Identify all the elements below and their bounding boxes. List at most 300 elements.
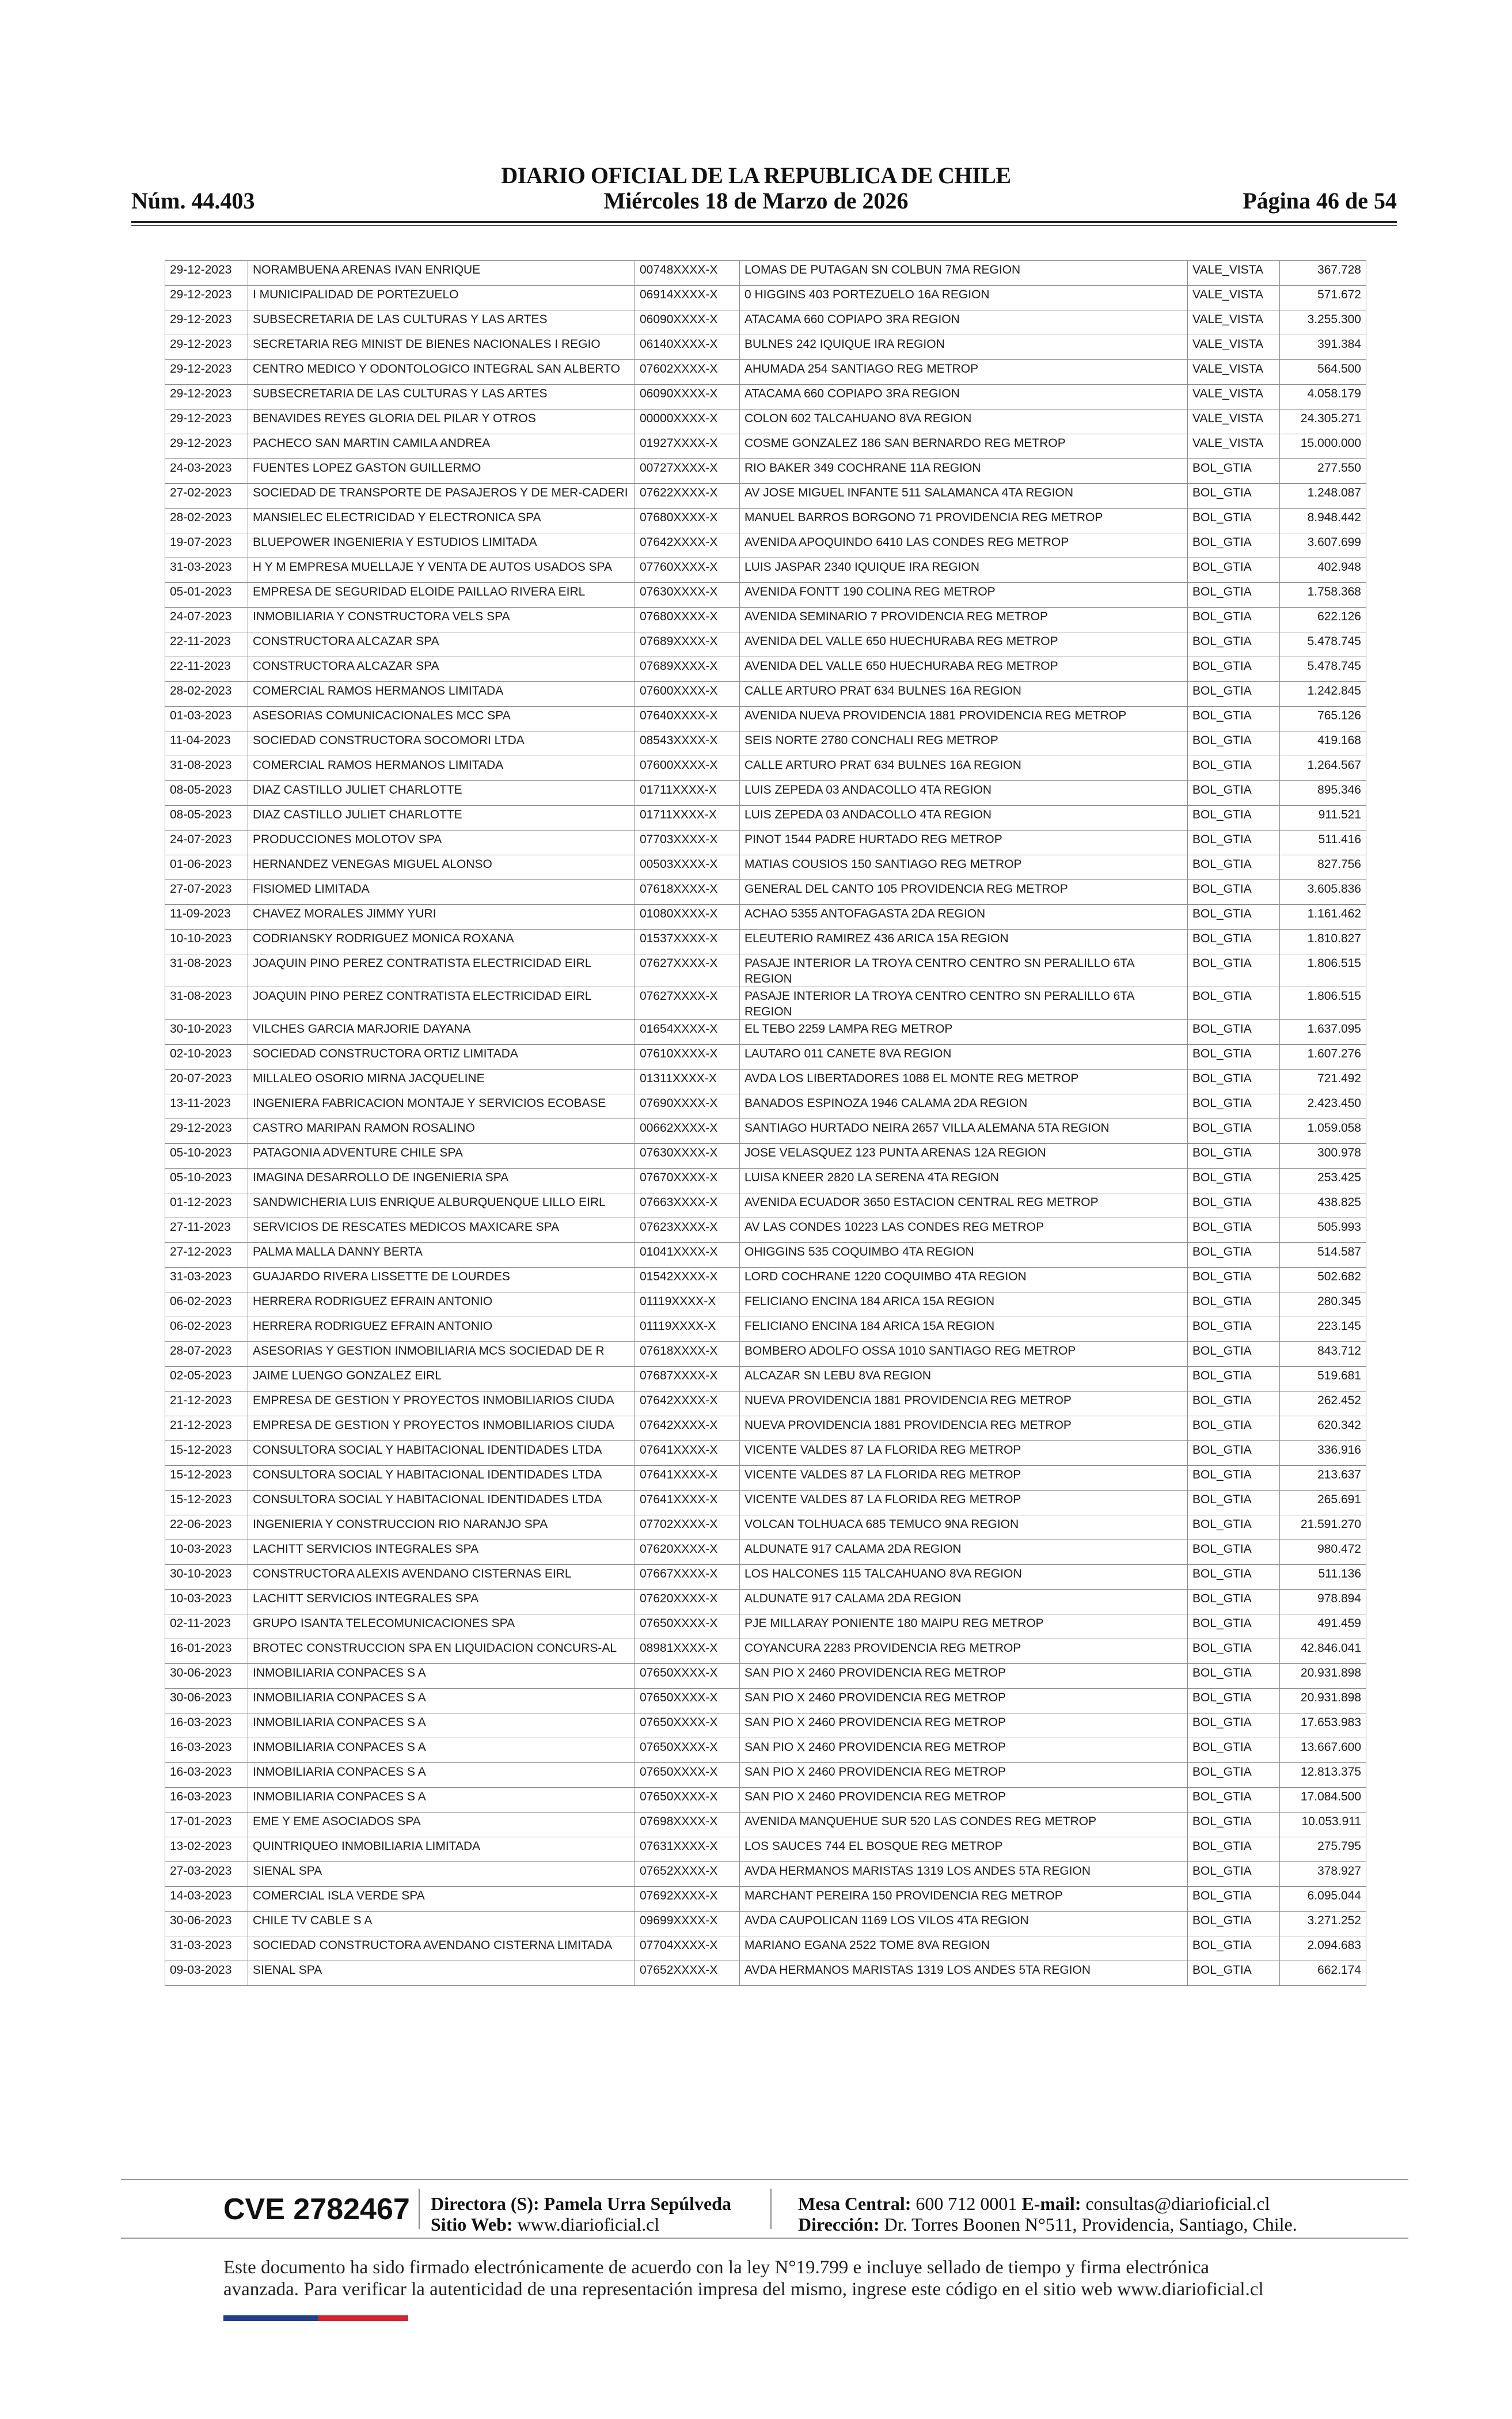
footer-contact-left [431,2193,731,2235]
date-cell: 01-06-2023 [165,855,248,880]
address-cell: SAN PIO X 2460 PROVIDENCIA REG METROP [740,1713,1188,1738]
address-cell: CALLE ARTURO PRAT 634 BULNES 16A REGION [740,682,1188,707]
address-cell: AVENIDA FONTT 190 COLINA REG METROP [740,583,1188,608]
phone-value: 600 712 0001 [915,2193,1017,2214]
flag-stripe-red [318,2315,408,2321]
type-cell: BOL_GTIA [1188,1292,1280,1317]
date-cell: 10-03-2023 [165,1540,248,1565]
address-cell: SAN PIO X 2460 PROVIDENCIA REG METROP [740,1738,1188,1763]
date-cell: 22-06-2023 [165,1515,248,1540]
name-cell: H Y M EMPRESA MUELLAJE Y VENTA DE AUTOS USADOS SPA [248,558,635,583]
name-cell: INGENIERIA Y CONSTRUCCION RIO NARANJO SPA [248,1515,635,1540]
name-cell: SOCIEDAD CONSTRUCTORA SOCOMORI LTDA [248,731,635,756]
type-cell: BOL_GTIA [1188,1243,1280,1268]
type-cell: BOL_GTIA [1188,1614,1280,1639]
rut-cell: 00727XXXX-X [635,459,740,484]
name-cell: QUINTRIQUEO INMOBILIARIA LIMITADA [248,1837,635,1862]
legal-notice-line: Este documento ha sido firmado electrónicamente de acuerdo con la ley N°19.799 e incluye sellado de tiempo y firma electrónica [223,2257,1210,2278]
amount-cell: 20.931.898 [1280,1664,1366,1689]
table-row [165,1565,1366,1590]
type-cell: BOL_GTIA [1188,930,1280,954]
amount-cell: 378.927 [1280,1862,1366,1887]
amount-cell: 4.058.179 [1280,385,1366,410]
table-row [165,583,1366,608]
rut-cell: 07680XXXX-X [635,608,740,632]
type-cell: BOL_GTIA [1188,1664,1280,1689]
type-cell: BOL_GTIA [1188,1763,1280,1788]
address-cell: LOS HALCONES 115 TALCAHUANO 8VA REGION [740,1565,1188,1590]
table-row [165,1614,1366,1639]
table-row [165,1144,1366,1169]
rut-cell: 06914XXXX-X [635,286,740,310]
rut-cell: 07687XXXX-X [635,1367,740,1392]
rut-cell: 07618XXXX-X [635,1342,740,1367]
type-cell: BOL_GTIA [1188,583,1280,608]
type-cell: BOL_GTIA [1188,1218,1280,1243]
address-cell: PASAJE INTERIOR LA TROYA CENTRO CENTRO SN PERALILLO 6TA REGION [740,987,1188,1020]
date-cell: 02-11-2023 [165,1614,248,1639]
address-cell: SAN PIO X 2460 PROVIDENCIA REG METROP [740,1689,1188,1713]
address-cell: SAN PIO X 2460 PROVIDENCIA REG METROP [740,1788,1188,1813]
rut-cell: 07602XXXX-X [635,360,740,385]
type-cell: BOL_GTIA [1188,905,1280,930]
date-cell: 30-10-2023 [165,1020,248,1045]
table-row [165,1862,1366,1887]
amount-cell: 505.993 [1280,1218,1366,1243]
name-cell: INMOBILIARIA CONPACES S A [248,1763,635,1788]
address-cell: SAN PIO X 2460 PROVIDENCIA REG METROP [740,1763,1188,1788]
date-cell: 20-07-2023 [165,1070,248,1094]
type-cell: BOL_GTIA [1188,1268,1280,1292]
amount-cell: 24.305.271 [1280,410,1366,434]
name-cell: CONSTRUCTORA ALCAZAR SPA [248,632,635,657]
name-cell: SANDWICHERIA LUIS ENRIQUE ALBURQUENQUE LILLO EIRL [248,1193,635,1218]
amount-cell: 277.550 [1280,459,1366,484]
address-cell: AVENIDA SEMINARIO 7 PROVIDENCIA REG METROP [740,608,1188,632]
address-cell: JOSE VELASQUEZ 123 PUNTA ARENAS 12A REGION [740,1144,1188,1169]
address-cell: AVDA HERMANOS MARISTAS 1319 LOS ANDES 5TA REGION [740,1862,1188,1887]
date-cell: 31-08-2023 [165,987,248,1020]
name-cell: EME Y EME ASOCIADOS SPA [248,1813,635,1837]
amount-cell: 15.000.000 [1280,434,1366,459]
email-link[interactable]: consultas@diarioficial.cl [1085,2193,1270,2214]
name-cell: EMPRESA DE SEGURIDAD ELOIDE PAILLAO RIVERA EIRL [248,583,635,608]
date-cell: 27-11-2023 [165,1218,248,1243]
amount-cell: 265.691 [1280,1491,1366,1515]
rut-cell: 07690XXXX-X [635,1094,740,1119]
table-row [165,1491,1366,1515]
table-row [165,1590,1366,1614]
amount-cell: 1.059.058 [1280,1119,1366,1144]
amount-cell: 1.264.567 [1280,756,1366,781]
rut-cell: 07641XXXX-X [635,1441,740,1466]
date-cell: 15-12-2023 [165,1466,248,1491]
type-cell: BOL_GTIA [1188,707,1280,731]
rut-cell: 07600XXXX-X [635,756,740,781]
date-cell: 21-12-2023 [165,1392,248,1416]
address-cell: AHUMADA 254 SANTIAGO REG METROP [740,360,1188,385]
amount-cell: 391.384 [1280,335,1366,360]
rut-cell: 07760XXXX-X [635,558,740,583]
rut-cell: 07641XXXX-X [635,1466,740,1491]
address-cell: 0 HIGGINS 403 PORTEZUELO 16A REGION [740,286,1188,310]
rut-cell: 07610XXXX-X [635,1045,740,1070]
name-cell: CONSTRUCTORA ALEXIS AVENDANO CISTERNAS EIRL [248,1565,635,1590]
amount-cell: 253.425 [1280,1169,1366,1193]
type-cell: BOL_GTIA [1188,1540,1280,1565]
name-cell: ASESORIAS COMUNICACIONALES MCC SPA [248,707,635,731]
address-value: Dr. Torres Boonen N°511, Providencia, Santiago, Chile. [884,2214,1297,2235]
type-cell: BOL_GTIA [1188,1070,1280,1094]
type-cell: BOL_GTIA [1188,1689,1280,1713]
table-row [165,1837,1366,1862]
rut-cell: 07650XXXX-X [635,1614,740,1639]
type-cell: BOL_GTIA [1188,1020,1280,1045]
address-cell: PINOT 1544 PADRE HURTADO REG METROP [740,831,1188,855]
name-cell: FISIOMED LIMITADA [248,880,635,905]
name-cell: ASESORIAS Y GESTION INMOBILIARIA MCS SOCIEDAD DE R [248,1342,635,1367]
amount-cell: 2.423.450 [1280,1094,1366,1119]
date-cell: 05-01-2023 [165,583,248,608]
rut-cell: 07650XXXX-X [635,1763,740,1788]
date-cell: 31-03-2023 [165,558,248,583]
table-row [165,484,1366,509]
rut-cell: 07622XXXX-X [635,484,740,509]
header-rule-thin [131,225,1397,226]
rut-cell: 07689XXXX-X [635,657,740,682]
type-cell: VALE_VISTA [1188,310,1280,335]
name-cell: BENAVIDES REYES GLORIA DEL PILAR Y OTROS [248,410,635,434]
address-cell: PASAJE INTERIOR LA TROYA CENTRO CENTRO SN PERALILLO 6TA REGION [740,954,1188,987]
date-cell: 16-01-2023 [165,1639,248,1664]
table-row [165,1045,1366,1070]
table-row [165,434,1366,459]
type-cell: BOL_GTIA [1188,657,1280,682]
rut-cell: 07630XXXX-X [635,583,740,608]
type-cell: VALE_VISTA [1188,360,1280,385]
name-cell: JOAQUIN PINO PEREZ CONTRATISTA ELECTRICIDAD EIRL [248,987,635,1020]
amount-cell: 895.346 [1280,781,1366,806]
name-cell: CONSULTORA SOCIAL Y HABITACIONAL IDENTIDADES LTDA [248,1441,635,1466]
type-cell: BOL_GTIA [1188,1738,1280,1763]
date-cell: 09-03-2023 [165,1961,248,1986]
name-cell: DIAZ CASTILLO JULIET CHARLOTTE [248,806,635,831]
address-cell: AVENIDA DEL VALLE 650 HUECHURABA REG METROP [740,632,1188,657]
date-cell: 13-11-2023 [165,1094,248,1119]
date-cell: 10-03-2023 [165,1590,248,1614]
date-cell: 10-10-2023 [165,930,248,954]
amount-cell: 213.637 [1280,1466,1366,1491]
name-cell: INGENIERA FABRICACION MONTAJE Y SERVICIOS ECOBASE [248,1094,635,1119]
type-cell: BOL_GTIA [1188,1862,1280,1887]
type-cell: BOL_GTIA [1188,1193,1280,1218]
table-row [165,360,1366,385]
table-row [165,1664,1366,1689]
name-cell: INMOBILIARIA CONPACES S A [248,1664,635,1689]
amount-cell: 843.712 [1280,1342,1366,1367]
issue-number: Núm. 44.403 [131,188,255,214]
records-table-body [165,261,1366,1986]
table-row [165,731,1366,756]
amount-cell: 42.846.041 [1280,1639,1366,1664]
phone-label: Mesa Central: [798,2193,911,2214]
rut-cell: 07680XXXX-X [635,509,740,533]
table-row [165,1515,1366,1540]
date-cell: 30-06-2023 [165,1664,248,1689]
type-cell: BOL_GTIA [1188,1788,1280,1813]
type-cell: BOL_GTIA [1188,1441,1280,1466]
type-cell: BOL_GTIA [1188,1837,1280,1862]
type-cell: BOL_GTIA [1188,855,1280,880]
type-cell: BOL_GTIA [1188,1813,1280,1837]
rut-cell: 07640XXXX-X [635,707,740,731]
date-cell: 22-11-2023 [165,657,248,682]
table-row [165,1367,1366,1392]
amount-cell: 438.825 [1280,1193,1366,1218]
table-row [165,1094,1366,1119]
address-cell: AVENIDA DEL VALLE 650 HUECHURABA REG METROP [740,657,1188,682]
type-cell: VALE_VISTA [1188,335,1280,360]
name-cell: NORAMBUENA ARENAS IVAN ENRIQUE [248,261,635,286]
rut-cell: 07650XXXX-X [635,1664,740,1689]
date-cell: 11-04-2023 [165,731,248,756]
name-cell: PALMA MALLA DANNY BERTA [248,1243,635,1268]
amount-cell: 491.459 [1280,1614,1366,1639]
type-cell: BOL_GTIA [1188,1392,1280,1416]
address-cell: AV JOSE MIGUEL INFANTE 511 SALAMANCA 4TA REGION [740,484,1188,509]
rut-cell: 07600XXXX-X [635,682,740,707]
table-row [165,880,1366,905]
rut-cell: 01537XXXX-X [635,930,740,954]
name-cell: GUAJARDO RIVERA LISSETTE DE LOURDES [248,1268,635,1292]
name-cell: FUENTES LOPEZ GASTON GUILLERMO [248,459,635,484]
date-cell: 05-10-2023 [165,1169,248,1193]
table-row [165,1119,1366,1144]
rut-cell: 07663XXXX-X [635,1193,740,1218]
address-cell: MANUEL BARROS BORGONO 71 PROVIDENCIA REG METROP [740,509,1188,533]
amount-cell: 275.795 [1280,1837,1366,1862]
date-cell: 29-12-2023 [165,434,248,459]
address-cell: MARCHANT PEREIRA 150 PROVIDENCIA REG METROP [740,1887,1188,1912]
address-cell: LUIS ZEPEDA 03 ANDACOLLO 4TA REGION [740,806,1188,831]
address-cell: LAUTARO 011 CANETE 8VA REGION [740,1045,1188,1070]
rut-cell: 07652XXXX-X [635,1961,740,1986]
amount-cell: 3.271.252 [1280,1912,1366,1936]
name-cell: INMOBILIARIA CONPACES S A [248,1689,635,1713]
address-cell: VICENTE VALDES 87 LA FLORIDA REG METROP [740,1491,1188,1515]
name-cell: MANSIELEC ELECTRICIDAD Y ELECTRONICA SPA [248,509,635,533]
footer-separator [419,2189,420,2229]
date-cell: 29-12-2023 [165,335,248,360]
table-row [165,756,1366,781]
rut-cell: 01041XXXX-X [635,1243,740,1268]
date-cell: 16-03-2023 [165,1713,248,1738]
address-cell: COSME GONZALEZ 186 SAN BERNARDO REG METROP [740,434,1188,459]
table-row [165,1813,1366,1837]
type-cell: BOL_GTIA [1188,459,1280,484]
address-cell: ALCAZAR SN LEBU 8VA REGION [740,1367,1188,1392]
name-cell: EMPRESA DE GESTION Y PROYECTOS INMOBILIARIOS CIUDA [248,1392,635,1416]
address-cell: NUEVA PROVIDENCIA 1881 PROVIDENCIA REG METROP [740,1416,1188,1441]
type-cell: BOL_GTIA [1188,1961,1280,1986]
table-row [165,1441,1366,1466]
table-row [165,855,1366,880]
table-row [165,410,1366,434]
address-cell: CALLE ARTURO PRAT 634 BULNES 16A REGION [740,756,1188,781]
amount-cell: 17.653.983 [1280,1713,1366,1738]
rut-cell: 01654XXXX-X [635,1020,740,1045]
amount-cell: 13.667.600 [1280,1738,1366,1763]
name-cell: HERRERA RODRIGUEZ EFRAIN ANTONIO [248,1317,635,1342]
rut-cell: 07692XXXX-X [635,1887,740,1912]
rut-cell: 01080XXXX-X [635,905,740,930]
rut-cell: 07620XXXX-X [635,1540,740,1565]
date-cell: 24-07-2023 [165,831,248,855]
address-cell: SEIS NORTE 2780 CONCHALI REG METROP [740,731,1188,756]
rut-cell: 06090XXXX-X [635,310,740,335]
type-cell: BOL_GTIA [1188,1367,1280,1392]
rut-cell: 00000XXXX-X [635,410,740,434]
name-cell: JOAQUIN PINO PEREZ CONTRATISTA ELECTRICIDAD EIRL [248,954,635,987]
amount-cell: 17.084.500 [1280,1788,1366,1813]
table-row [165,608,1366,632]
date-cell: 16-03-2023 [165,1788,248,1813]
address-label: Dirección: [798,2214,880,2235]
type-cell: BOL_GTIA [1188,1317,1280,1342]
amount-cell: 3.607.699 [1280,533,1366,558]
name-cell: I MUNICIPALIDAD DE PORTEZUELO [248,286,635,310]
date-cell: 29-12-2023 [165,310,248,335]
name-cell: SUBSECRETARIA DE LAS CULTURAS Y LAS ARTES [248,385,635,410]
name-cell: CONSTRUCTORA ALCAZAR SPA [248,657,635,682]
table-row [165,1070,1366,1094]
table-row [165,1887,1366,1912]
amount-cell: 300.978 [1280,1144,1366,1169]
director-name: Pamela Urra Sepúlveda [544,2193,731,2214]
rut-cell: 07642XXXX-X [635,1416,740,1441]
date-cell: 14-03-2023 [165,1887,248,1912]
address-cell: LUIS JASPAR 2340 IQUIQUE IRA REGION [740,558,1188,583]
type-cell: BOL_GTIA [1188,1119,1280,1144]
name-cell: CHAVEZ MORALES JIMMY YURI [248,905,635,930]
address-cell: ALDUNATE 917 CALAMA 2DA REGION [740,1590,1188,1614]
footer-contact-right [798,2193,1297,2235]
type-cell: BOL_GTIA [1188,987,1280,1020]
rut-cell: 08543XXXX-X [635,731,740,756]
name-cell: SIENAL SPA [248,1961,635,1986]
name-cell: SECRETARIA REG MINIST DE BIENES NACIONALES I REGIO [248,335,635,360]
type-cell: VALE_VISTA [1188,410,1280,434]
amount-cell: 721.492 [1280,1070,1366,1094]
address-cell: MATIAS COUSIOS 150 SANTIAGO REG METROP [740,855,1188,880]
name-cell: JAIME LUENGO GONZALEZ EIRL [248,1367,635,1392]
name-cell: SOCIEDAD CONSTRUCTORA AVENDANO CISTERNA LIMITADA [248,1936,635,1961]
type-cell: BOL_GTIA [1188,1144,1280,1169]
amount-cell: 3.605.836 [1280,880,1366,905]
amount-cell: 223.145 [1280,1317,1366,1342]
address-cell: FELICIANO ENCINA 184 ARICA 15A REGION [740,1292,1188,1317]
table-row [165,286,1366,310]
table-row [165,1342,1366,1367]
name-cell: SUBSECRETARIA DE LAS CULTURAS Y LAS ARTES [248,310,635,335]
amount-cell: 262.452 [1280,1392,1366,1416]
web-link[interactable]: www.diarioficial.cl [517,2214,660,2235]
rut-cell: 07670XXXX-X [635,1169,740,1193]
date-cell: 29-12-2023 [165,261,248,286]
amount-cell: 1.161.462 [1280,905,1366,930]
date-cell: 06-02-2023 [165,1292,248,1317]
flag-stripe-blue [223,2315,318,2321]
name-cell: DIAZ CASTILLO JULIET CHARLOTTE [248,781,635,806]
type-cell: BOL_GTIA [1188,1342,1280,1367]
type-cell: BOL_GTIA [1188,1045,1280,1070]
address-cell: AVDA HERMANOS MARISTAS 1319 LOS ANDES 5TA REGION [740,1961,1188,1986]
type-cell: BOL_GTIA [1188,484,1280,509]
table-row [165,509,1366,533]
address-cell: LORD COCHRANE 1220 COQUIMBO 4TA REGION [740,1268,1188,1292]
address-cell: SAN PIO X 2460 PROVIDENCIA REG METROP [740,1664,1188,1689]
address-cell: AVDA LOS LIBERTADORES 1088 EL MONTE REG METROP [740,1070,1188,1094]
date-cell: 01-03-2023 [165,707,248,731]
legal-notice [223,2257,1317,2300]
table-row [165,707,1366,731]
rut-cell: 07630XXXX-X [635,1144,740,1169]
table-row [165,1936,1366,1961]
amount-cell: 21.591.270 [1280,1515,1366,1540]
date-cell: 15-12-2023 [165,1491,248,1515]
date-cell: 29-12-2023 [165,360,248,385]
date-cell: 01-12-2023 [165,1193,248,1218]
table-row [165,1713,1366,1738]
table-row [165,1243,1366,1268]
type-cell: VALE_VISTA [1188,261,1280,286]
name-cell: SOCIEDAD CONSTRUCTORA ORTIZ LIMITADA [248,1045,635,1070]
name-cell: COMERCIAL RAMOS HERMANOS LIMITADA [248,756,635,781]
amount-cell: 620.342 [1280,1416,1366,1441]
date-cell: 08-05-2023 [165,781,248,806]
date-cell: 16-03-2023 [165,1763,248,1788]
date-cell: 27-07-2023 [165,880,248,905]
date-cell: 28-02-2023 [165,509,248,533]
amount-cell: 336.916 [1280,1441,1366,1466]
table-row [165,1317,1366,1342]
date-cell: 27-02-2023 [165,484,248,509]
rut-cell: 07652XXXX-X [635,1862,740,1887]
type-cell: BOL_GTIA [1188,880,1280,905]
amount-cell: 911.521 [1280,806,1366,831]
rut-cell: 07650XXXX-X [635,1788,740,1813]
date-cell: 16-03-2023 [165,1738,248,1763]
date-cell: 27-03-2023 [165,1862,248,1887]
date-cell: 31-08-2023 [165,756,248,781]
date-cell: 30-06-2023 [165,1912,248,1936]
rut-cell: 07703XXXX-X [635,831,740,855]
type-cell: BOL_GTIA [1188,1713,1280,1738]
type-cell: BOL_GTIA [1188,1912,1280,1936]
date-cell: 08-05-2023 [165,806,248,831]
type-cell: BOL_GTIA [1188,1887,1280,1912]
table-row [165,1689,1366,1713]
page-number: Página 46 de 54 [1243,188,1397,214]
name-cell: HERNANDEZ VENEGAS MIGUEL ALONSO [248,855,635,880]
name-cell: PACHECO SAN MARTIN CAMILA ANDREA [248,434,635,459]
footer-separator [770,2189,772,2229]
date-cell: 28-02-2023 [165,682,248,707]
rut-cell: 07650XXXX-X [635,1713,740,1738]
records-table [165,260,1366,1986]
amount-cell: 20.931.898 [1280,1689,1366,1713]
address-cell: MARIANO EGANA 2522 TOME 8VA REGION [740,1936,1188,1961]
